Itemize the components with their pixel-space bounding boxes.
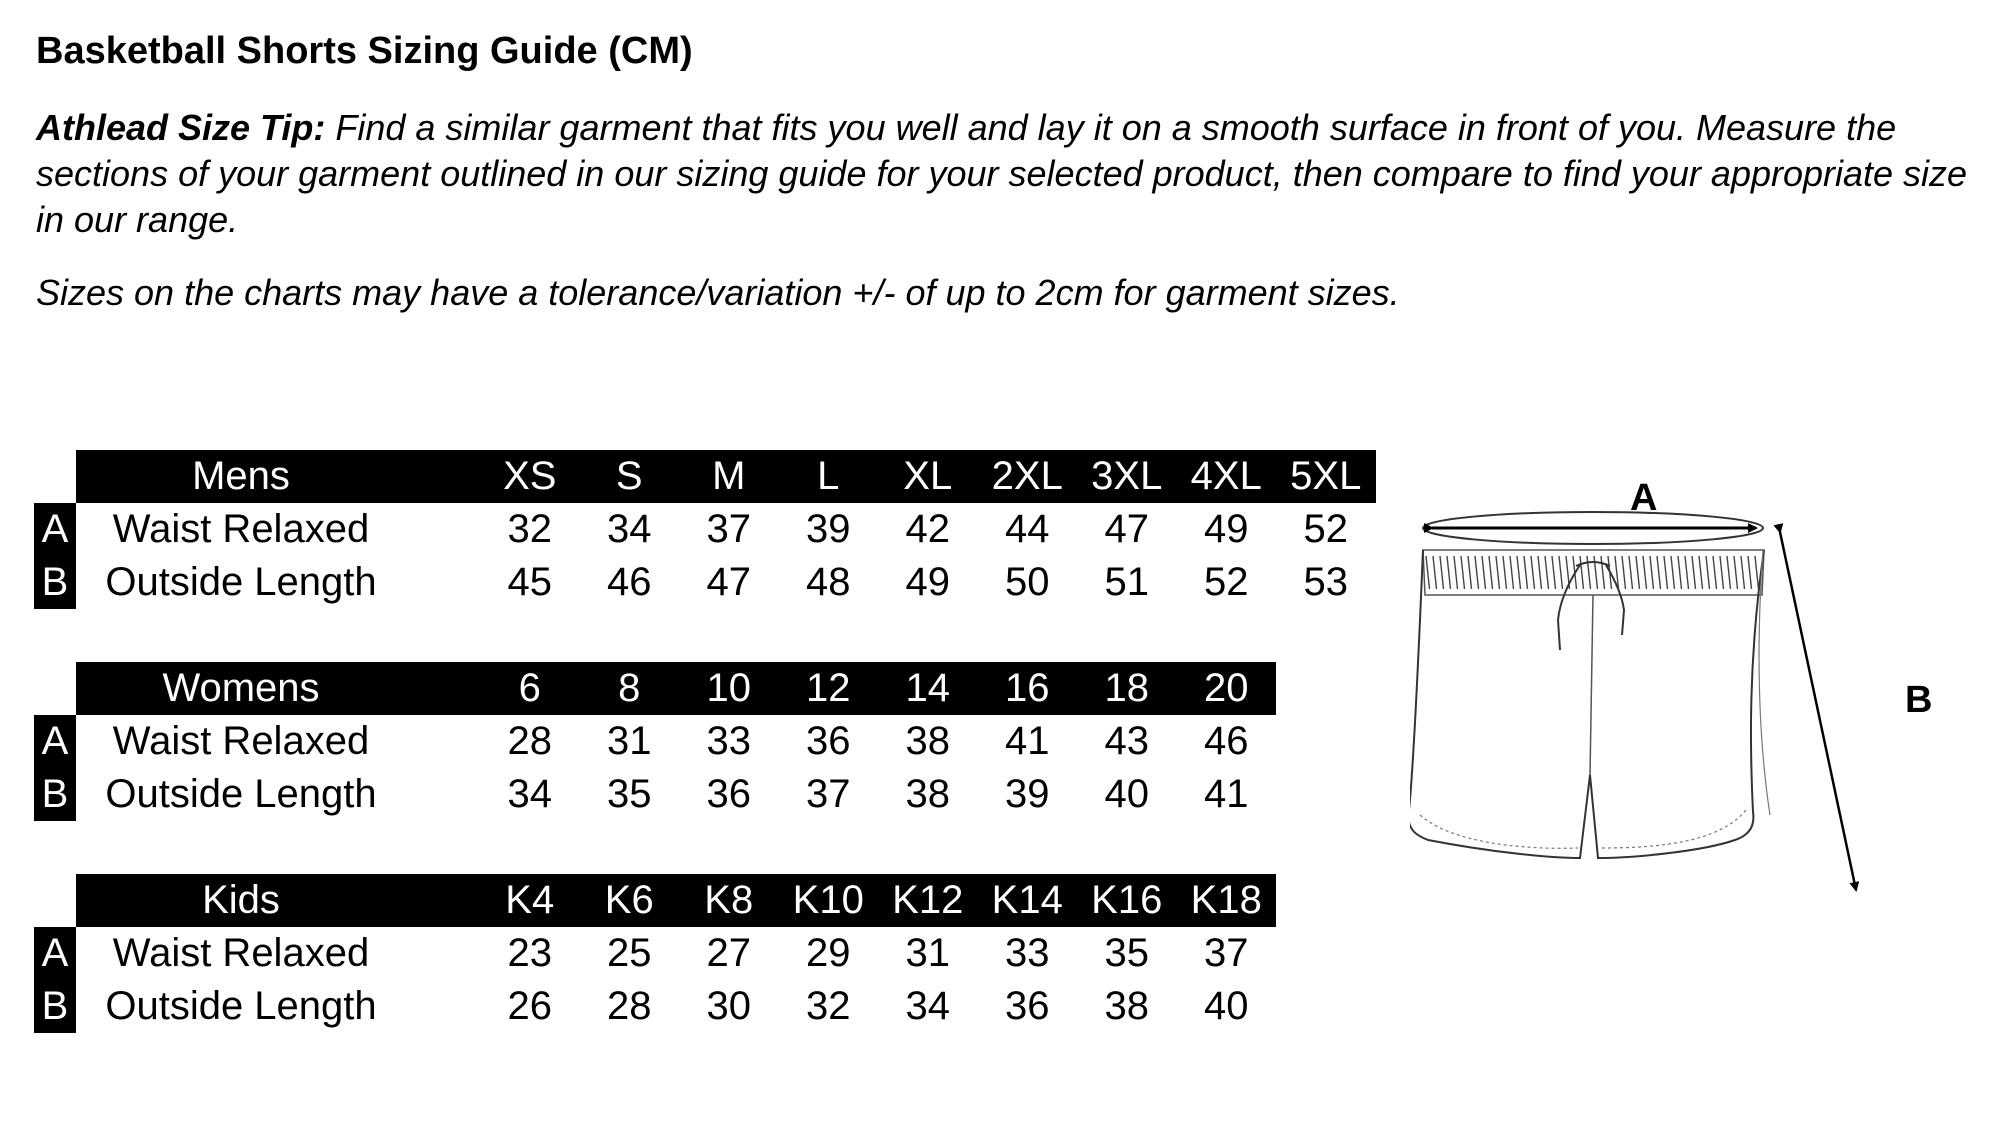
measurement-value: 38 xyxy=(905,719,950,763)
size-header-cell: K6 xyxy=(604,878,654,922)
size-header-cell: M xyxy=(712,454,746,498)
size-header-cell: 18 xyxy=(1104,666,1149,710)
measurement-value: 26 xyxy=(507,984,552,1028)
measurement-value: 30 xyxy=(706,984,751,1028)
size-header-cell: 16 xyxy=(1005,666,1050,710)
size-header-cell: K18 xyxy=(1190,878,1262,922)
size-table-womens xyxy=(34,662,1324,821)
size-header-cell: 14 xyxy=(905,666,950,710)
size-header-cell: L xyxy=(817,454,840,498)
page-title: Basketball Shorts Sizing Guide (CM) xyxy=(36,30,693,72)
shorts-diagram xyxy=(1410,470,1970,930)
measurement-value: 34 xyxy=(607,507,652,551)
measurement-value: 38 xyxy=(905,772,950,816)
measurement-value: 37 xyxy=(806,772,851,816)
shorts-illustration xyxy=(1410,470,1970,930)
measurement-value: 35 xyxy=(1104,931,1149,975)
measurement-label: Outside Length xyxy=(105,772,377,816)
measurement-value: 33 xyxy=(1005,931,1050,975)
measurement-label: Waist Relaxed xyxy=(112,719,370,763)
size-header-cell: 10 xyxy=(706,666,751,710)
measurement-value: 32 xyxy=(806,984,851,1028)
measure-letter-badge: A xyxy=(34,503,76,556)
size-tip-text: Find a similar garment that fits you well and lay it on a smooth surface in front of you. Measure the sections of your garment outlined in our sizing guide for your selected product, then compare to find your appropriate size in our range. xyxy=(36,107,1968,240)
measurement-value: 47 xyxy=(706,560,751,604)
size-header-cell: 6 xyxy=(518,666,541,710)
measure-letter-badge: A xyxy=(34,715,76,768)
measurement-value: 40 xyxy=(1204,984,1249,1028)
measurement-value: 41 xyxy=(1005,719,1050,763)
measurement-label: Waist Relaxed xyxy=(112,931,370,975)
measurement-value: 40 xyxy=(1104,772,1149,816)
size-table-header xyxy=(34,874,1324,927)
measure-b-label: B xyxy=(1905,679,1933,721)
measurement-value: 52 xyxy=(1303,507,1348,551)
measurement-value: 51 xyxy=(1104,560,1149,604)
size-header-cell: XS xyxy=(503,454,557,498)
table-row xyxy=(34,768,1324,821)
measurement-value: 31 xyxy=(607,719,652,763)
measurement-value: 45 xyxy=(507,560,552,604)
table-group-name: Kids xyxy=(202,878,280,922)
size-header-cell: 12 xyxy=(806,666,851,710)
measurement-value: 43 xyxy=(1104,719,1149,763)
measurement-value: 27 xyxy=(706,931,751,975)
measurement-value: 23 xyxy=(507,931,552,975)
table-group-name: Mens xyxy=(192,454,290,498)
size-header-cell: 20 xyxy=(1204,666,1249,710)
measurement-value: 28 xyxy=(607,984,652,1028)
table-row xyxy=(34,715,1324,768)
measurement-value: 35 xyxy=(607,772,652,816)
measure-letter-badge: B xyxy=(34,556,76,609)
measurement-value: 39 xyxy=(806,507,851,551)
measurement-label: Outside Length xyxy=(105,984,377,1028)
table-row xyxy=(34,980,1324,1033)
measurement-value: 49 xyxy=(1204,507,1249,551)
measurement-value: 34 xyxy=(507,772,552,816)
measurement-value: 44 xyxy=(1005,507,1050,551)
measurement-value: 37 xyxy=(1204,931,1249,975)
measure-a-label: A xyxy=(1630,477,1658,519)
size-header-cell: K10 xyxy=(792,878,864,922)
size-header-cell: XL xyxy=(903,454,953,498)
measure-letter-badge: B xyxy=(34,980,76,1033)
size-header-cell: K12 xyxy=(892,878,964,922)
measurement-value: 36 xyxy=(1005,984,1050,1028)
measurement-value: 32 xyxy=(507,507,552,551)
measure-letter-badge: A xyxy=(34,927,76,980)
size-header-cell: K4 xyxy=(505,878,555,922)
size-header-cell: 8 xyxy=(618,666,641,710)
table-row xyxy=(34,927,1324,980)
table-row xyxy=(34,503,1348,556)
size-tip-label: Athlead Size Tip: xyxy=(36,107,326,148)
measurement-value: 42 xyxy=(905,507,950,551)
measurement-value: 28 xyxy=(507,719,552,763)
measurement-value: 48 xyxy=(806,560,851,604)
measurement-value: 41 xyxy=(1204,772,1249,816)
measurement-value: 34 xyxy=(905,984,950,1028)
measurement-value: 37 xyxy=(706,507,751,551)
measurement-value: 53 xyxy=(1303,560,1348,604)
measurement-value: 36 xyxy=(806,719,851,763)
measure-letter-badge: B xyxy=(34,768,76,821)
size-table-header xyxy=(34,450,1362,503)
measurement-value: 47 xyxy=(1104,507,1149,551)
measurement-value: 52 xyxy=(1204,560,1249,604)
measurement-value: 33 xyxy=(706,719,751,763)
tolerance-note: Sizes on the charts may have a tolerance/variation +/- of up to 2cm for garment sizes. xyxy=(36,272,1400,313)
size-header-cell: 2XL xyxy=(991,454,1063,498)
table-group-name: Womens xyxy=(162,666,320,710)
table-row xyxy=(34,556,1348,609)
size-header-cell: 4XL xyxy=(1190,454,1262,498)
measurement-value: 49 xyxy=(905,560,950,604)
measurement-value: 39 xyxy=(1005,772,1050,816)
measurement-value: 36 xyxy=(706,772,751,816)
measurement-value: 29 xyxy=(806,931,851,975)
size-header-cell: K14 xyxy=(991,878,1063,922)
measurement-value: 46 xyxy=(607,560,652,604)
measurement-value: 46 xyxy=(1204,719,1249,763)
measurement-value: 25 xyxy=(607,931,652,975)
size-header-cell: K16 xyxy=(1091,878,1163,922)
size-header-cell: S xyxy=(615,454,643,498)
size-table-kids xyxy=(34,874,1324,1033)
size-table-mens xyxy=(34,450,1362,609)
size-table-header xyxy=(34,662,1324,715)
size-header-cell: 3XL xyxy=(1091,454,1163,498)
measurement-label: Outside Length xyxy=(105,560,377,604)
measurement-label: Waist Relaxed xyxy=(112,507,370,551)
measurement-value: 31 xyxy=(905,931,950,975)
size-header-cell: 5XL xyxy=(1290,454,1362,498)
measurement-value: 50 xyxy=(1005,560,1050,604)
size-header-cell: K8 xyxy=(704,878,754,922)
measurement-value: 38 xyxy=(1104,984,1149,1028)
size-tip xyxy=(36,105,1976,243)
